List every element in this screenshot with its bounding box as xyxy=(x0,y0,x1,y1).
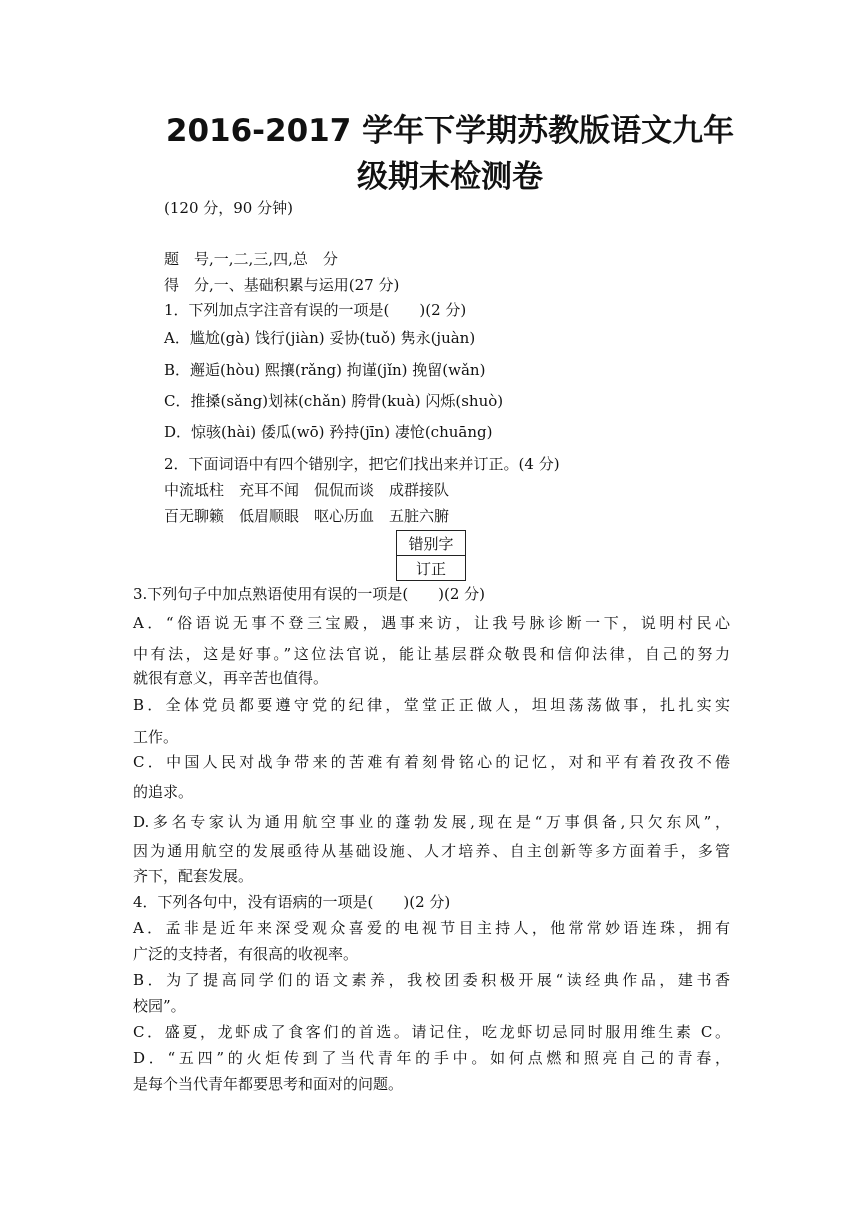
q4-option-a-line-1: A．孟非是近年来深受观众喜爱的电视节目主持人，他常常妙语连珠，拥有 xyxy=(133,919,730,937)
q3-stem: 3.下列句子中加点熟语使用有误的一项是( )(2 分) xyxy=(133,585,486,603)
score-table-row-1: 题 号,一,二,三,四,总 分 xyxy=(164,250,338,268)
score-table-row-2: 得 分,一、基础积累与运用(27 分) xyxy=(164,276,400,294)
q2-words-line-1: 中流坻柱 充耳不闻 侃侃而谈 成群接队 xyxy=(164,481,450,499)
exam-title-line-2: 级期末检测卷 xyxy=(357,159,543,195)
q2-answer-box xyxy=(396,530,466,581)
q1-option-d: D．惊骇(hài) 倭瓜(wō) 矜持(jīn) 凄怆(chuāng) xyxy=(164,423,493,441)
q3-option-a-line-1: A．“俗语说无事不登三宝殿，遇事来访，让我号脉诊断一下，说明村民心 xyxy=(133,614,730,632)
q4-option-b-line-1: B．为了提高同学们的语文素养，我校团委积极开展“读经典作品，建书香 xyxy=(133,971,730,989)
q1-option-a: A．尴尬(gà) 饯行(jiàn) 妥协(tuǒ) 隽永(juàn) xyxy=(164,329,476,347)
q4-option-d-line-2: 是每个当代青年都要思考和面对的问题。 xyxy=(133,1075,404,1093)
q3-option-a-line-3: 就很有意义，再辛苦也值得。 xyxy=(133,669,329,687)
q3-option-c-line-1: C．中国人民对战争带来的苦难有着刻骨铭心的记忆，对和平有着孜孜不倦 xyxy=(133,753,730,771)
q3-option-b-line-2: 工作。 xyxy=(133,728,179,746)
q4-stem: 4．下列各句中，没有语病的一项是( )(2 分) xyxy=(133,893,451,911)
q3-option-a-line-2: 中有法，这是好事。”这位法官说，能让基层群众敬畏和信仰法律，自己的努力 xyxy=(133,645,730,663)
q2-words-line-2: 百无聊籁 低眉顺眼 呕心历血 五脏六腑 xyxy=(164,507,450,525)
q4-option-a-line-2: 广泛的支持者，有很高的收视率。 xyxy=(133,945,359,963)
exam-title-line-1: 2016-2017 学年下学期苏教版语文九年 xyxy=(165,113,735,149)
q3-option-c-line-2: 的追求。 xyxy=(133,783,194,801)
q2-box-wrong-char-label: 错别字 xyxy=(397,531,466,556)
q4-option-b-line-2: 校园”。 xyxy=(133,997,186,1015)
q1-option-c: C．推搡(sǎng)划袜(chǎn) 胯骨(kuà) 闪烁(shuò) xyxy=(164,392,504,410)
q4-option-c-line-1: C．盛夏，龙虾成了食客们的首选。请记住，吃龙虾切忌同时服用维生素 C。 xyxy=(133,1023,730,1041)
q1-option-b: B．邂逅(hòu) 熙攘(rǎng) 拘谨(jǐn) 挽留(wǎn) xyxy=(164,361,486,379)
q3-option-b-line-1: B．全体党员都要遵守党的纪律，堂堂正正做人，坦坦荡荡做事，扎扎实实 xyxy=(133,696,730,714)
q3-option-d-line-2: 因为通用航空的发展亟待从基础设施、人才培养、自主创新等多方面着手，多管 xyxy=(133,842,730,860)
q2-box-correction-label: 订正 xyxy=(397,556,466,581)
q2-stem: 2．下面词语中有四个错别字，把它们找出来并订正。(4 分) xyxy=(164,455,560,473)
q1-stem: 1．下列加点字注音有误的一项是( )(2 分) xyxy=(164,301,467,319)
q3-option-d-line-3: 齐下，配套发展。 xyxy=(133,867,254,885)
q3-option-d-line-1: D.多名专家认为通用航空事业的蓬勃发展,现在是“万事俱备,只欠东风”， xyxy=(133,813,730,831)
q4-option-d-line-1: D．“五四”的火炬传到了当代青年的手中。如何点燃和照亮自己的青春， xyxy=(133,1049,730,1067)
score-time-note: (120 分，90 分钟) xyxy=(164,199,293,217)
